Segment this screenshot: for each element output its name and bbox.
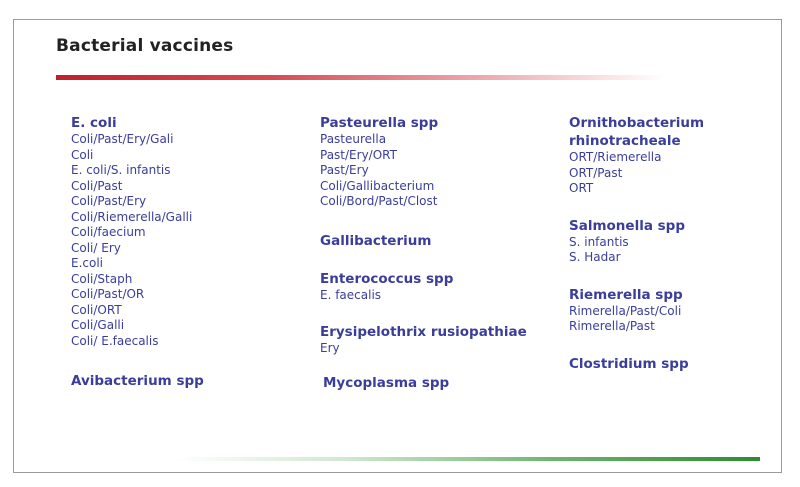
- group-heading: Gallibacterium: [320, 232, 432, 249]
- column-3: [569, 114, 800, 393]
- vaccine-list: [320, 132, 560, 210]
- list-item: Coli/Past/Ery/Gali: [71, 132, 174, 146]
- group-heading-line-1: Ornithobacterium: [569, 115, 705, 131]
- group-heading: Salmonella spp: [569, 217, 685, 234]
- group-gallibacterium: [320, 232, 560, 250]
- group-mycoplasma: [320, 374, 560, 392]
- group-heading-line-2: rhinotracheale: [569, 133, 681, 149]
- group-salmonella: [569, 217, 800, 266]
- list-item: Coli/faecium: [71, 225, 146, 239]
- group-enterococcus: [320, 270, 560, 304]
- list-item: E. faecalis: [320, 287, 382, 302]
- list-item: Rimerella/Past/Coli: [569, 303, 682, 318]
- slide-title: Bacterial vaccines: [56, 36, 234, 56]
- list-item: E.coli: [71, 256, 104, 270]
- title-underline-rule: [56, 75, 666, 80]
- group-avibacterium: [71, 372, 311, 390]
- group-heading: Clostridium spp: [569, 355, 689, 372]
- list-item: Ery: [320, 341, 340, 355]
- list-item: Coli/ Ery: [71, 240, 121, 255]
- list-item: Pasteurella: [320, 132, 387, 146]
- list-item: Coli/ORT: [71, 302, 122, 317]
- vaccine-list: [320, 341, 560, 357]
- list-item: Coli/Staph: [71, 271, 133, 286]
- list-item: S. Hadar: [569, 250, 621, 264]
- vaccine-list: [569, 150, 800, 197]
- list-item: Coli/Riemerella/Galli: [71, 209, 193, 224]
- list-item: S. infantis: [569, 234, 629, 249]
- list-item: Coli/Past: [71, 178, 123, 193]
- group-ornithobacterium: [569, 114, 800, 197]
- vaccine-list: [320, 288, 560, 304]
- vaccine-list: [569, 235, 800, 266]
- list-item: E. coli/S. infantis: [71, 163, 171, 177]
- group-heading: E. coli: [71, 115, 117, 131]
- footer-rule: [174, 457, 760, 461]
- list-item: ORT/Past: [569, 165, 623, 180]
- group-pasteurella: [320, 114, 560, 210]
- list-item: Coli/Bord/Past/Clost: [320, 194, 438, 208]
- vaccine-list: [569, 304, 800, 335]
- list-item: Rimerella/Past: [569, 319, 655, 333]
- vaccine-list: [71, 132, 311, 349]
- list-item: Coli/Gallibacterium: [320, 178, 435, 193]
- group-e-coli: [71, 114, 311, 349]
- group-heading: Riemerella spp: [569, 286, 683, 303]
- group-riemerella: [569, 286, 800, 335]
- list-item: Coli/Past/Ery: [71, 194, 147, 208]
- group-heading: Erysipelothrix rusiopathiae: [320, 324, 527, 340]
- column-1: [71, 114, 311, 410]
- list-item: Coli/Past/OR: [71, 287, 145, 301]
- list-item: Coli/ E.faecalis: [71, 333, 159, 348]
- group-erysipelothrix: [320, 323, 560, 357]
- column-2: [320, 114, 560, 412]
- group-heading: Enterococcus spp: [320, 270, 454, 287]
- list-item: Past/Ery: [320, 163, 369, 177]
- group-clostridium: [569, 355, 800, 373]
- list-item: Coli/Galli: [71, 318, 125, 332]
- list-item: ORT/Riemerella: [569, 150, 662, 164]
- slide: [13, 19, 782, 473]
- group-heading: Mycoplasma spp: [323, 374, 450, 391]
- group-heading: Pasteurella spp: [320, 115, 439, 131]
- group-heading: Avibacterium spp: [71, 373, 204, 389]
- list-item: ORT: [569, 181, 594, 195]
- list-item: Past/Ery/ORT: [320, 147, 397, 162]
- list-item: Coli: [71, 147, 94, 162]
